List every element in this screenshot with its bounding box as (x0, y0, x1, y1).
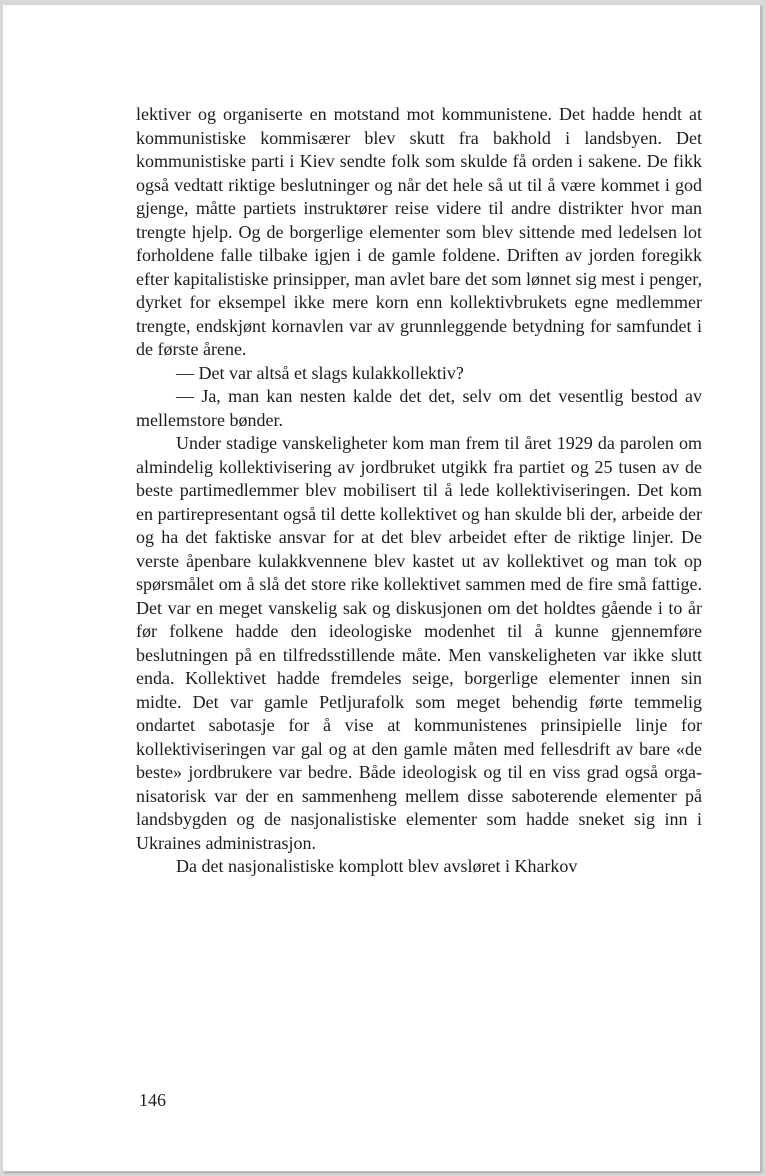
body-text (136, 103, 702, 879)
paragraph-1: lektiver og organiserte en motstand mot kommunistene. Det hadde hendt at kommunistiske kommisærer blev skutt fra bakhold i landsbyen. Det kommunistiske parti i Kiev sendte folk som skulde få orden i sakene. De fikk også vedtatt riktige beslutninger og når det hele så ut til å være kommet i god gjenge, måtte partiets instruktører reise videre til andre distrikter hvor man trengte hjelp. Og de borgerlige elementer som blev sittende med ledelsen lot forholdene falle tilbake igjen i de gamle foldene. Driften av jorden foregikk efter kapitalistiske prinsipper, man avlet bare det som lønnet sig mest i penger, dyrket for eksempel ikke mere korn enn kollektivbrukets egne medlemmer trengte, endskjønt kornavlen var av grunnleggende betydning for samfundet i de første årene. (136, 104, 702, 359)
paragraph-5: Da det nasjonalistiske komplott blev avsløret i Kharkov (176, 856, 578, 876)
paragraph-3-dialogue-answer: — Ja, man kan nesten kalde det det, selv om det vesentlig bestod av mellemstore bønder. (136, 386, 702, 430)
book-page (3, 5, 761, 1172)
paragraph-4: Under stadige vanskeligheter kom man frem til året 1929 da parolen om almindelig kollektivisering av jordbruket utgikk fra partiet og 25 tusen av de beste partimedlemmer blev mobilisert til å lede kollektiviseringen. Det kom en partirepresentant også til dette kollektivet og han skulde bli der, arbeide der og ha det faktiske ansvar for at det blev arbeidet efter de riktige linjer. De verste åpenbare kulakkvennene blev kastet ut av kollektivet og man tok op spørsmålet om å slå det store rike kollektivet sammen med de fire små fattige. Det var en meget vanskelig sak og diskusjonen om det holdtes gående i to år før folkene hadde den ideologiske modenhet til å kunne gjennemføre beslutningen på en tilfredsstillende måte. Men vanskeligheten var ikke slutt enda. Kollektivet hadde fremdeles seige, borgerlige elementer innen sin midte. Det var gamle Petljurafolk som meget behendig førte temmelig ondartet sabotasje for å vise at kommunistenes prinsipielle linje for kollektiviseringen var gal og at den gamle måten med fellesdrift av bare «de beste» jordbrukere var bedre. Både ideologisk og til en viss grad også organisatorisk var der en sammenheng mellem disse saboterende elementer på landsbygden og de nasjonalistiske elementer som hadde sneket sig inn i Ukraines administrasjon. (136, 433, 702, 853)
paragraph-2-dialogue-question: — Det var altså et slags kulakkollektiv? (176, 362, 464, 383)
page-number: 146 (139, 1090, 166, 1110)
